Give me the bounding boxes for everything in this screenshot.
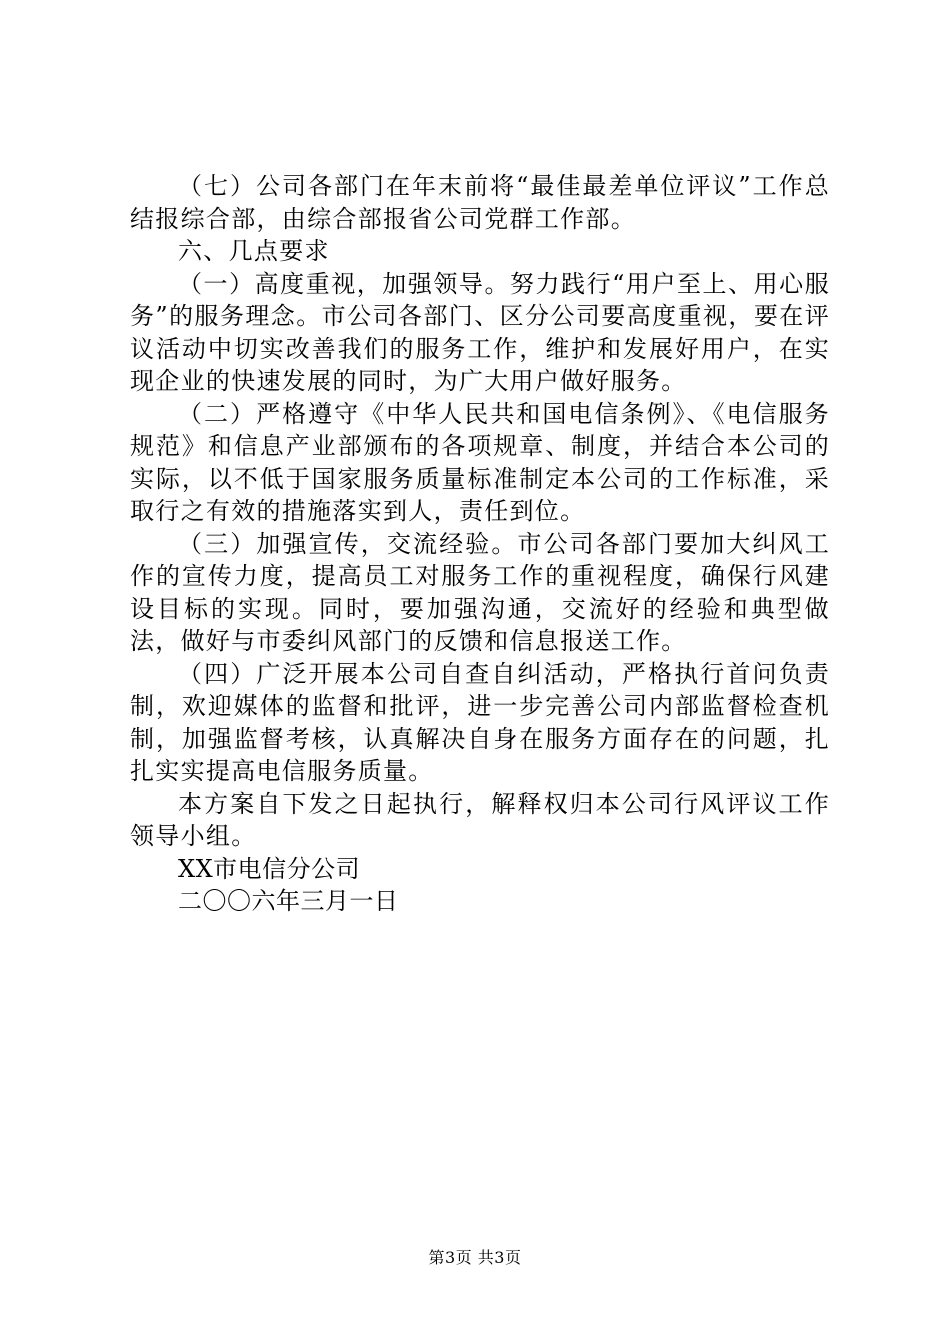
- paragraph-requirement-4: （四）广泛开展本公司自查自纠活动，严格执行首问负责制，欢迎媒体的监督和批评，进一步完善公司内部监督检查机制，加强监督考核，认真解决自身在服务方面存在的问题，扎扎实实提高电信服务质量。: [130, 659, 830, 785]
- paragraph-7-summary: （七）公司各部门在年末前将“最佳最差单位评议”工作总结报综合部，由综合部报省公司党群工作部。: [130, 172, 830, 233]
- signature-organization: XX市电信分公司: [178, 854, 361, 883]
- section-heading-requirements: 六、几点要求: [178, 237, 330, 265]
- paragraph-requirement-2: （二）严格遵守《中华人民共和国电信条例》、《电信服务规范》和信息产业部颁布的各项规章、制度，并结合本公司的实际，以不低于国家服务质量标准制定本公司的工作标准，采取行之有效的措施落实到人，责任到位。: [130, 399, 830, 525]
- document-body: [130, 170, 830, 918]
- signature-date: 二〇〇六年三月一日: [178, 887, 399, 915]
- paragraph-requirement-3: （三）加强宣传，交流经验。市公司各部门要加大纠风工作的宣传力度，提高员工对服务工作的重视程度，确保行风建设目标的实现。同时，要加强沟通，交流好的经验和典型做法，做好与市委纠风部门的反馈和信息报送工作。: [130, 529, 830, 655]
- page-number-footer: 第3页 共3页: [428, 1248, 522, 1267]
- paragraph-effective-clause: 本方案自下发之日起执行，解释权归本公司行风评议工作领导小组。: [130, 789, 830, 850]
- paragraph-requirement-1: （一）高度重视，加强领导。努力践行“用户至上、用心服务”的服务理念。市公司各部门、区分公司要高度重视，要在评议活动中切实改善我们的服务工作，维护和发展好用户，在实现企业的快速发展的同时，为广大用户做好服务。: [130, 269, 830, 395]
